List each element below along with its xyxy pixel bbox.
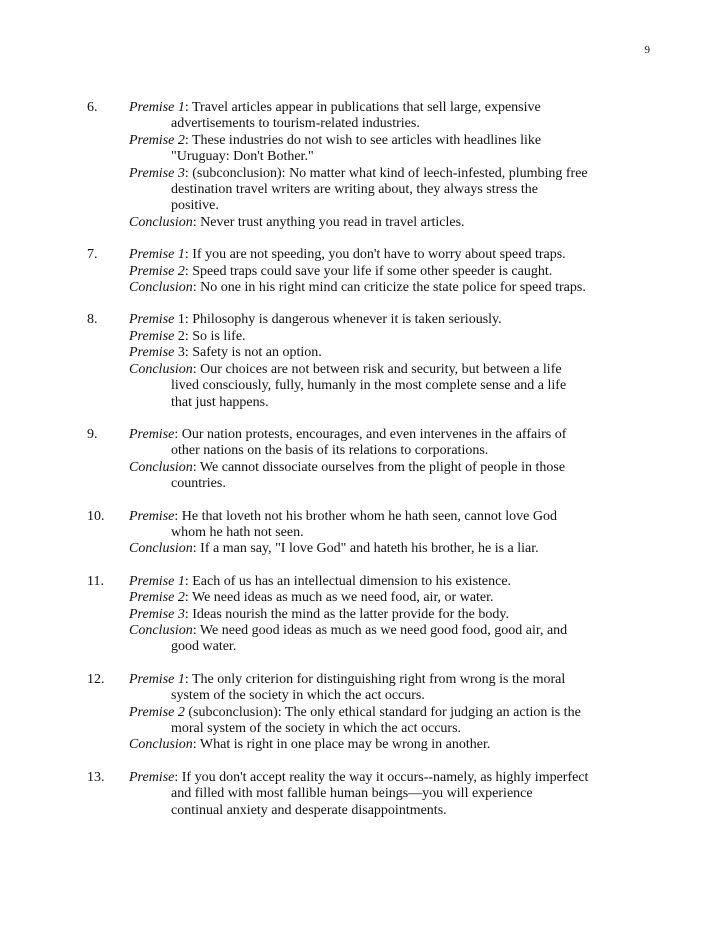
conclusion-label: Conclusion — [129, 622, 193, 638]
item-number: 11. — [87, 573, 104, 589]
premise-label: Premise 1 — [129, 247, 185, 263]
page-number: 9 — [644, 44, 650, 56]
premise-line — [129, 705, 707, 738]
statement-text: : So is life. — [184, 328, 246, 344]
premise-list — [87, 100, 707, 835]
conclusion-label: Conclusion — [129, 361, 193, 377]
statement-text: : Travel articles appear in publications that sell large, expensive advertisements to tourism-related industries. — [171, 100, 541, 132]
conclusion-line — [129, 541, 707, 557]
premise-label: Premise 2 — [129, 590, 185, 606]
statement-text: (subconclusion): The only ethical standard for judging an action is the moral system of the society in which the act occurs. — [171, 704, 581, 736]
premise-line — [129, 574, 707, 590]
premise-label: Premise 3 — [129, 165, 185, 181]
statement-text: : What is right in one place may be wrong in another. — [192, 737, 491, 753]
statement-text: : Safety is not an option. — [184, 345, 322, 361]
statement-text: : Our choices are not between risk and security, but between a life lived consciously, fully, humanly in the most complete sense and a life that just happens. — [171, 361, 567, 410]
premise-label: Premise 1 — [129, 100, 185, 115]
premise-label: Premise — [129, 312, 175, 328]
premise-label: Premise 3 — [129, 606, 185, 622]
statement-text: : The only criterion for distinguishing right from wrong is the moral system of the society in which the act occurs. — [171, 671, 566, 704]
premise-line — [129, 770, 707, 819]
item-number: 7. — [87, 247, 98, 263]
statement-text: : These industries do not wish to see articles with headlines like "Uruguay: Don't Bother." — [171, 132, 542, 165]
conclusion-label: Conclusion — [129, 737, 193, 753]
conclusion-line — [129, 460, 707, 493]
statement-text: : If you don't accept reality the way it occurs--namely, as highly imperfect and filled with most fallible human beings—you will experience continual anxiety and desperate disappointments. — [171, 769, 589, 818]
conclusion-line — [129, 215, 707, 231]
item-number: 9. — [87, 426, 98, 442]
argument-item — [87, 509, 707, 558]
conclusion-line — [129, 362, 707, 411]
statement-text: : If a man say, "I love God" and hateth his brother, he is a liar. — [192, 541, 539, 557]
premise-number: 2 — [174, 328, 185, 344]
premise-label: Premise — [129, 769, 175, 785]
premise-line — [129, 607, 707, 623]
conclusion-line — [129, 280, 707, 296]
statement-text: : Each of us has an intellectual dimension to his existence. — [184, 573, 512, 589]
premise-line — [129, 100, 707, 133]
conclusion-label: Conclusion — [129, 280, 193, 296]
conclusion-label: Conclusion — [129, 541, 193, 557]
premise-number: 3 — [174, 345, 185, 361]
premise-label: Premise — [129, 508, 175, 524]
argument-item — [87, 770, 707, 819]
premise-label: Premise — [129, 426, 175, 442]
premise-line — [129, 590, 707, 606]
premise-label: Premise 2 — [129, 704, 185, 720]
statement-text: : We cannot dissociate ourselves from the plight of people in those countries. — [171, 459, 566, 492]
premise-label: Premise 2 — [129, 132, 185, 148]
item-number: 12. — [87, 671, 105, 687]
premise-label: Premise — [129, 345, 175, 361]
conclusion-line — [129, 737, 707, 753]
statement-text: : Ideas nourish the mind as the latter provide for the body. — [184, 606, 509, 622]
argument-item — [87, 100, 707, 231]
premise-line — [129, 345, 707, 361]
statement-text: : Speed traps could save your life if some other speeder is caught. — [184, 263, 553, 279]
premise-line — [129, 509, 707, 542]
item-number: 6. — [87, 100, 98, 115]
argument-item — [87, 574, 707, 656]
argument-item — [87, 427, 707, 493]
conclusion-line — [129, 623, 707, 656]
statement-text: : He that loveth not his brother whom he hath seen, cannot love God whom he hath not seen. — [171, 508, 557, 540]
premise-number: 1 — [174, 312, 185, 328]
statement-text: : Never trust anything you read in travel articles. — [192, 214, 465, 230]
premise-line — [129, 427, 707, 460]
premise-line — [129, 264, 707, 280]
statement-text: : If you are not speeding, you don't have to worry about speed traps. — [184, 247, 566, 263]
premise-label: Premise 1 — [129, 573, 185, 589]
premise-line — [129, 133, 707, 166]
premise-line — [129, 312, 707, 328]
statement-text: : We need ideas as much as we need food, air, or water. — [184, 590, 494, 606]
item-number: 8. — [87, 312, 98, 328]
premise-label: Premise 1 — [129, 671, 185, 687]
statement-text: : We need good ideas as much as we need good food, good air, and good water. — [171, 622, 568, 655]
argument-item — [87, 247, 707, 296]
statement-text: : No one in his right mind can criticize the state police for speed traps. — [192, 280, 586, 296]
item-number: 13. — [87, 769, 105, 785]
statement-text: : (subconclusion): No matter what kind of leech-infested, plumbing free destination travel writers are writing about, they always stress the positive. — [171, 165, 588, 214]
statement-text: : Philosophy is dangerous whenever it is taken seriously. — [184, 312, 502, 328]
argument-item — [87, 312, 707, 410]
premise-label: Premise — [129, 328, 175, 344]
conclusion-label: Conclusion — [129, 214, 193, 230]
premise-line — [129, 672, 707, 705]
premise-line — [129, 247, 707, 263]
statement-text: : Our nation protests, encourages, and even intervenes in the affairs of other nations on the basis of its relations to corporations. — [171, 426, 567, 459]
premise-line — [129, 166, 707, 215]
item-number: 10. — [87, 508, 105, 524]
premise-label: Premise 2 — [129, 263, 185, 279]
conclusion-label: Conclusion — [129, 459, 193, 475]
argument-item — [87, 672, 707, 754]
premise-line — [129, 329, 707, 345]
